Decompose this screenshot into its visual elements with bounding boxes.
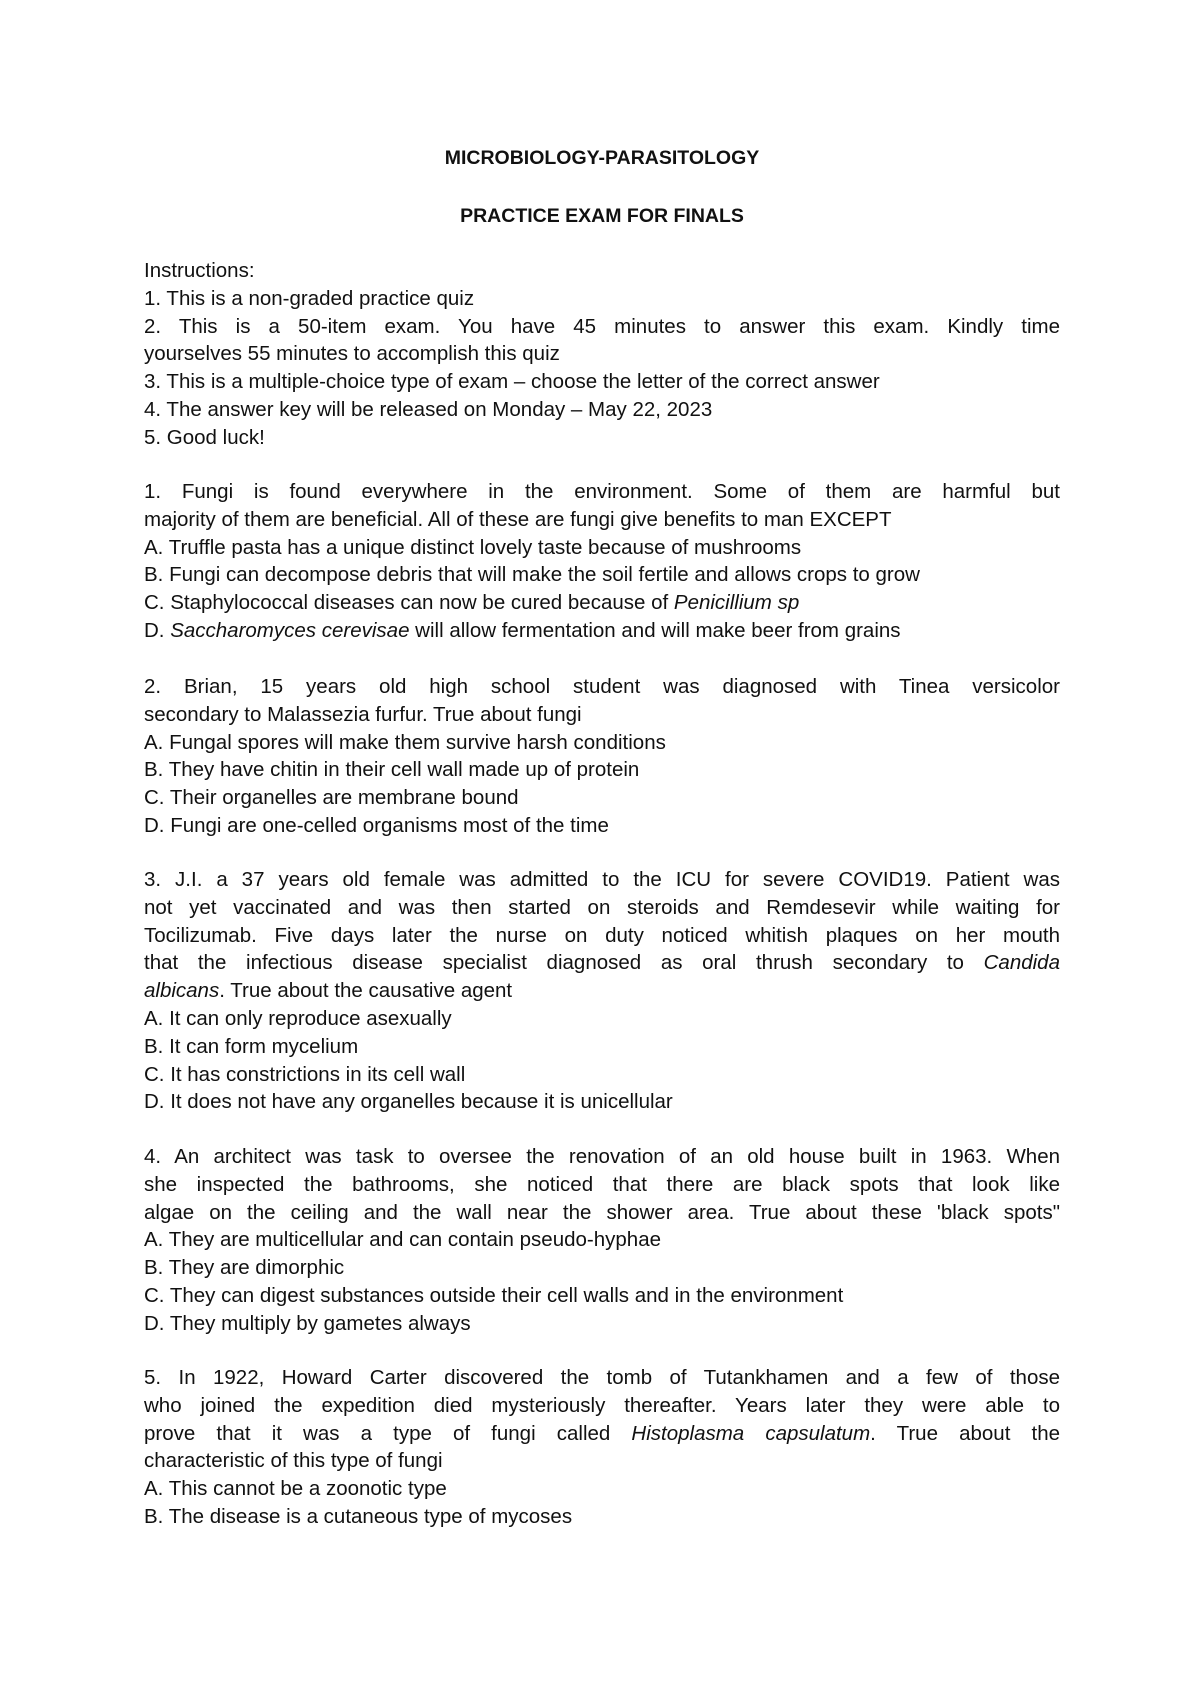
- question-5: [144, 1364, 1060, 1531]
- instruction-item: 4. The answer key will be released on Monday – May 22, 2023: [144, 397, 713, 421]
- stem-text: prove that it was a type of fungi called: [144, 1421, 632, 1445]
- choice-b: B. They are dimorphic: [144, 1256, 345, 1280]
- choice-a: A. Truffle pasta has a unique distinct lovely taste because of mushrooms: [144, 535, 802, 559]
- choice-c: [144, 589, 1060, 617]
- question-stem: 5. In 1922, Howard Carter discovered the tomb of Tutankhamen and a few of those: [144, 1366, 1060, 1389]
- choice-b: B. They have chitin in their cell wall made up of protein: [144, 758, 640, 782]
- instruction-item: 2. This is a 50-item exam. You have 45 minutes to answer this exam. Kindly time: [144, 314, 1060, 338]
- question-2: [144, 673, 1060, 840]
- question-stem: majority of them are beneficial. All of these are fungi give benefits to man EXCEPT: [144, 507, 892, 531]
- species-name: albicans: [144, 979, 220, 1003]
- instructions-section: [144, 257, 1060, 452]
- exam-subtitle: PRACTICE EXAM FOR FINALS: [460, 205, 744, 227]
- species-name: Candida: [983, 951, 1060, 975]
- question-stem: [144, 949, 1060, 977]
- choice-c: C. Their organelles are membrane bound: [144, 786, 519, 810]
- question-1: [144, 478, 1060, 645]
- question-stem: 2. Brian, 15 years old high school student was diagnosed with Tinea versicolor: [144, 675, 1060, 698]
- choice-text: will allow fermentation and will make beer from grains: [409, 618, 901, 642]
- instruction-item: yourselves 55 minutes to accomplish this quiz: [144, 342, 560, 366]
- choice-d: D. It does not have any organelles because it is unicellular: [144, 1090, 673, 1114]
- question-stem: 4. An architect was task to oversee the renovation of an old house built in 1963. When: [144, 1145, 1060, 1168]
- choice-letter: D.: [144, 618, 171, 642]
- choice-c: C. They can digest substances outside their cell walls and in the environment: [144, 1283, 844, 1307]
- choice-b: B. It can form mycelium: [144, 1034, 359, 1058]
- stem-text: that the infectious disease specialist diagnosed as oral thrush secondary to: [144, 951, 984, 975]
- species-name: Histoplasma capsulatum: [631, 1421, 871, 1445]
- choice-a: A. This cannot be a zoonotic type: [144, 1477, 447, 1501]
- species-name: Penicillium sp: [673, 591, 800, 615]
- question-stem: algae on the ceiling and the wall near the shower area. True about these 'black spots": [144, 1200, 1060, 1224]
- instruction-item: 5. Good luck!: [144, 425, 265, 449]
- question-stem: not yet vaccinated and was then started on steroids and Remdesevir while waiting for: [144, 895, 1060, 919]
- stem-text: . True about the: [870, 1421, 1060, 1445]
- question-stem: Tocilizumab. Five days later the nurse on duty noticed whitish plaques on her mouth: [144, 923, 1060, 947]
- choice-a: A. It can only reproduce asexually: [144, 1006, 452, 1030]
- question-stem: she inspected the bathrooms, she noticed that there are black spots that look like: [144, 1172, 1060, 1196]
- question-stem: [144, 1420, 1060, 1448]
- choice-a: A. They are multicellular and can contain pseudo-hyphae: [144, 1228, 661, 1252]
- question-stem: 3. J.I. a 37 years old female was admitted to the ICU for severe COVID19. Patient was: [144, 868, 1060, 891]
- question-stem: secondary to Malassezia furfur. True about fungi: [144, 702, 582, 726]
- instructions-heading: Instructions:: [144, 259, 255, 282]
- instruction-item: 3. This is a multiple-choice type of exam – choose the letter of the correct answer: [144, 370, 880, 394]
- exam-title: MICROBIOLOGY-PARASITOLOGY: [444, 147, 760, 169]
- choice-a: A. Fungal spores will make them survive harsh conditions: [144, 730, 666, 754]
- choice-d: D. They multiply by gametes always: [144, 1311, 471, 1335]
- question-3: [144, 866, 1060, 1116]
- question-stem: 1. Fungi is found everywhere in the environment. Some of them are harmful but: [144, 480, 1060, 503]
- species-name: Saccharomyces cerevisae: [170, 618, 410, 642]
- question-stem: who joined the expedition died mysteriously thereafter. Years later they were able to: [144, 1393, 1060, 1417]
- question-4: [144, 1143, 1060, 1338]
- choice-b: B. The disease is a cutaneous type of mycoses: [144, 1504, 573, 1528]
- question-stem: [144, 977, 1060, 1005]
- choice-d: [144, 617, 1060, 645]
- choice-text: C. Staphylococcal diseases can now be cured because of: [144, 591, 674, 615]
- instruction-item: 1. This is a non-graded practice quiz: [144, 286, 475, 310]
- choice-c: C. It has constrictions in its cell wall: [144, 1062, 466, 1086]
- choice-d: D. Fungi are one-celled organisms most of the time: [144, 813, 609, 837]
- question-stem: characteristic of this type of fungi: [144, 1449, 443, 1473]
- stem-text: . True about the causative agent: [219, 979, 513, 1003]
- choice-b: B. Fungi can decompose debris that will make the soil fertile and allows crops to grow: [144, 563, 920, 587]
